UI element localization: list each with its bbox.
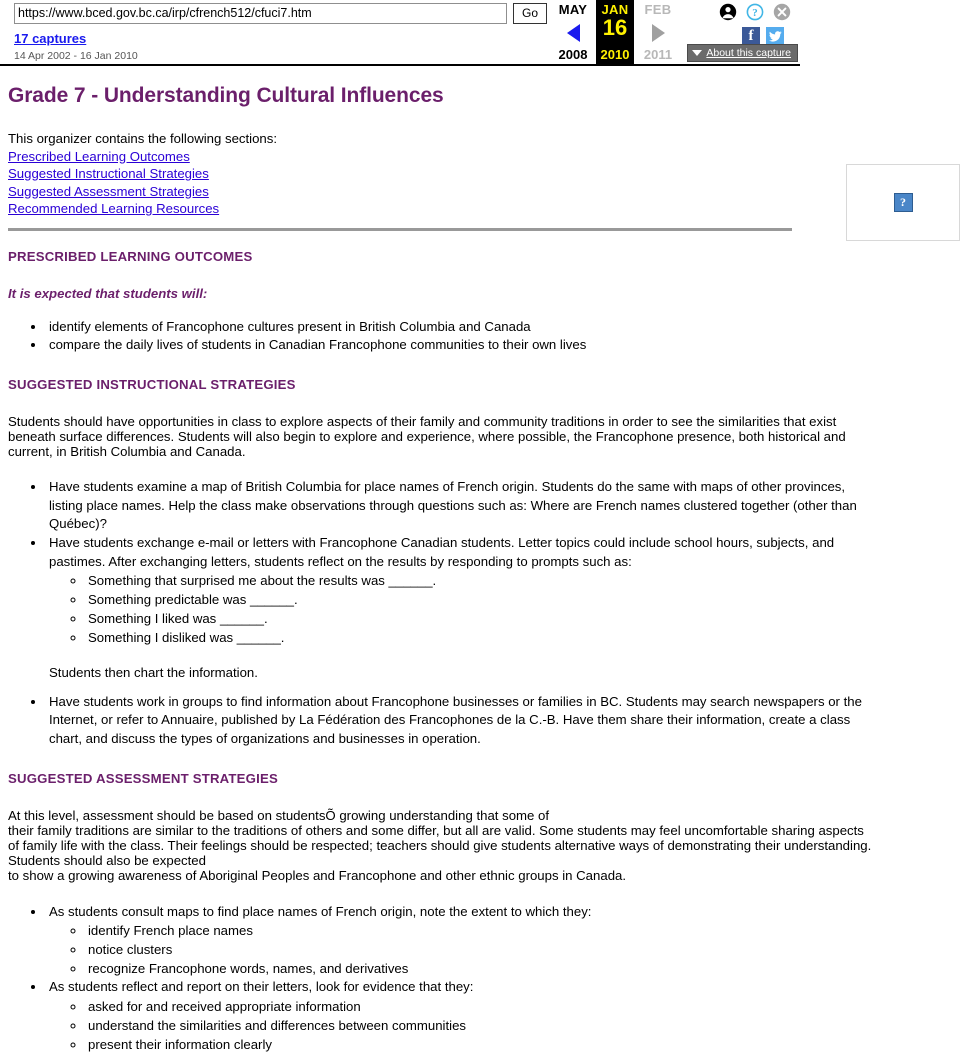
captures-date-range: 14 Apr 2002 - 16 Jan 2010 bbox=[14, 50, 138, 62]
close-icon[interactable] bbox=[773, 3, 791, 21]
page-title: Grade 7 - Understanding Cultural Influences bbox=[8, 84, 444, 107]
list-item: • Have students examine a map of British Columbia for place names of French origin. Students do the same with maps of other provinces, listing place names. Help the class make observations through questions such as: Where are French names clustered together (other than Québec)? bbox=[46, 478, 872, 534]
list-item bbox=[46, 978, 872, 1054]
chart-information-note: Students then chart the information. bbox=[49, 665, 258, 681]
captures-block bbox=[14, 31, 138, 64]
list-item: • compare the daily lives of students in Canadian Francophone communities to their own lives bbox=[46, 336, 872, 355]
list-item: ◦ Something predictable was ______. bbox=[86, 590, 872, 609]
assessment-paragraph-line-4: to show a growing awareness of Aboriginal Peoples and Francophone and other ethnic groups in Canada. bbox=[8, 868, 627, 884]
list-item: ◦ Something that surprised me about the results was ______. bbox=[86, 571, 872, 590]
timeline-next-capture[interactable] bbox=[634, 0, 682, 66]
facebook-icon[interactable]: f bbox=[742, 27, 760, 45]
current-year-label: 2010 bbox=[600, 47, 630, 62]
archived-page-content bbox=[0, 84, 906, 1054]
toc-link-suggested-assessment-strategies[interactable]: Suggested Assessment Strategies bbox=[8, 183, 209, 199]
letter-evidence-list bbox=[49, 997, 872, 1054]
assessment-paragraph-line-2: their family traditions are similar to the traditions of others and some differ, but all are valid. Some students may feel uncomfortable sharing aspects bbox=[8, 822, 864, 838]
toc-link-suggested-instructional-strategies[interactable]: Suggested Instructional Strategies bbox=[8, 166, 209, 181]
section-heading-suggested-assessment-strategies: SUGGESTED ASSESSMENT STRATEGIES bbox=[8, 770, 278, 786]
toc-link-prescribed-learning-outcomes[interactable]: Prescribed Learning Outcomes bbox=[8, 148, 190, 164]
assessment-strategies-list bbox=[8, 903, 872, 1054]
about-this-capture-label: About this capture bbox=[706, 47, 791, 59]
map-evidence-list bbox=[49, 921, 872, 978]
prev-year-label: 2008 bbox=[558, 47, 588, 62]
go-button[interactable]: Go bbox=[513, 3, 547, 24]
wayback-url-row bbox=[14, 3, 547, 24]
list-item bbox=[46, 534, 872, 683]
url-input[interactable] bbox=[14, 3, 507, 24]
list-item bbox=[46, 903, 872, 979]
list-item: ◦ Something I liked was ______. bbox=[86, 609, 872, 628]
toc-intro-text: This organizer contains the following sections: bbox=[8, 131, 278, 146]
captures-count-link[interactable]: 17 captures bbox=[14, 31, 87, 46]
assessment-paragraph-line-1: At this level, assessment should be based on studentsÕ growing understanding that some of bbox=[8, 807, 550, 823]
current-day-label: 16 bbox=[602, 15, 628, 40]
broken-image-placeholder bbox=[846, 164, 960, 241]
list-item: ◦ understand the similarities and differences between communities bbox=[86, 1016, 872, 1035]
about-this-capture-button[interactable] bbox=[687, 44, 798, 62]
section-divider bbox=[8, 228, 792, 231]
reflection-prompts-list bbox=[49, 571, 872, 647]
list-item-text: As students reflect and report on their letters, look for evidence that they: bbox=[49, 979, 474, 995]
instructional-strategies-list bbox=[8, 478, 872, 748]
twitter-icon[interactable] bbox=[766, 27, 784, 45]
table-of-contents bbox=[8, 130, 872, 218]
list-item: ◦ notice clusters bbox=[86, 940, 872, 959]
chevron-down-icon bbox=[692, 50, 702, 56]
list-item: ◦ recognize Francophone words, names, and derivatives bbox=[86, 959, 872, 978]
capture-timeline bbox=[550, 0, 682, 66]
section-heading-suggested-instructional-strategies: SUGGESTED INSTRUCTIONAL STRATEGIES bbox=[8, 376, 296, 392]
list-item: ◦ Something I disliked was ______. bbox=[86, 628, 872, 647]
toolbar-icon-cluster bbox=[719, 3, 791, 21]
wayback-toolbar bbox=[0, 0, 800, 66]
expectation-lead-text: It is expected that students will: bbox=[8, 285, 208, 301]
prev-month-label: MAY bbox=[558, 2, 588, 17]
social-share-buttons bbox=[742, 27, 784, 45]
missing-image-question-icon: ? bbox=[894, 193, 913, 212]
current-month-label: JAN bbox=[601, 2, 629, 17]
assessment-paragraph-line-3: of family life with the class. Their feelings should be respected; teachers should give students alternative ways of demonstrating their understanding. Students should also be expected bbox=[8, 838, 872, 869]
instructional-strategies-paragraph: Students should have opportunities in class to explore aspects of their family and community traditions in order to see the similarities that exist beneath surface differences. Students will also begin to explore and experience, where possible, the Francophone presence, both historical and current, in British Columbia and Canada. bbox=[8, 413, 846, 460]
toc-link-recommended-learning-resources[interactable]: Recommended Learning Resources bbox=[8, 201, 220, 216]
list-item: ◦ identify French place names bbox=[86, 921, 872, 940]
prescribed-outcomes-list bbox=[8, 318, 872, 355]
help-icon[interactable] bbox=[746, 3, 764, 21]
list-item: ◦ present their information clearly bbox=[86, 1035, 872, 1054]
svg-text:?: ? bbox=[752, 7, 758, 19]
timeline-current-capture bbox=[596, 0, 634, 66]
list-item-text: Have students exchange e-mail or letters with Francophone Canadian students. Letter topics could include school hours, subjects, and pastimes. After exchanging letters, students reflect on the results by responding to prompts such as: bbox=[49, 535, 835, 569]
section-heading-prescribed-learning-outcomes: PRESCRIBED LEARNING OUTCOMES bbox=[8, 248, 253, 264]
prev-capture-arrow-icon[interactable] bbox=[567, 24, 580, 42]
list-item: • identify elements of Francophone cultures present in British Columbia and Canada bbox=[46, 318, 872, 337]
timeline-prev-capture[interactable] bbox=[550, 0, 596, 66]
list-item-text: As students consult maps to find place names of French origin, note the extent to which they: bbox=[49, 903, 592, 919]
next-capture-arrow-icon[interactable] bbox=[652, 24, 665, 42]
user-icon[interactable] bbox=[719, 3, 737, 21]
next-year-label: 2011 bbox=[643, 47, 673, 62]
list-item: • Have students work in groups to find information about Francophone businesses or families in BC. Students may search newspapers or the Internet, or refer to Annuaire, published by La Fédération des Francophones de la C.-B. Have them share their information, create a class chart, and discuss the types of organizations and businesses in operation. bbox=[46, 693, 872, 749]
next-month-label: FEB bbox=[644, 2, 672, 17]
list-item: ◦ asked for and received appropriate information bbox=[86, 997, 872, 1016]
